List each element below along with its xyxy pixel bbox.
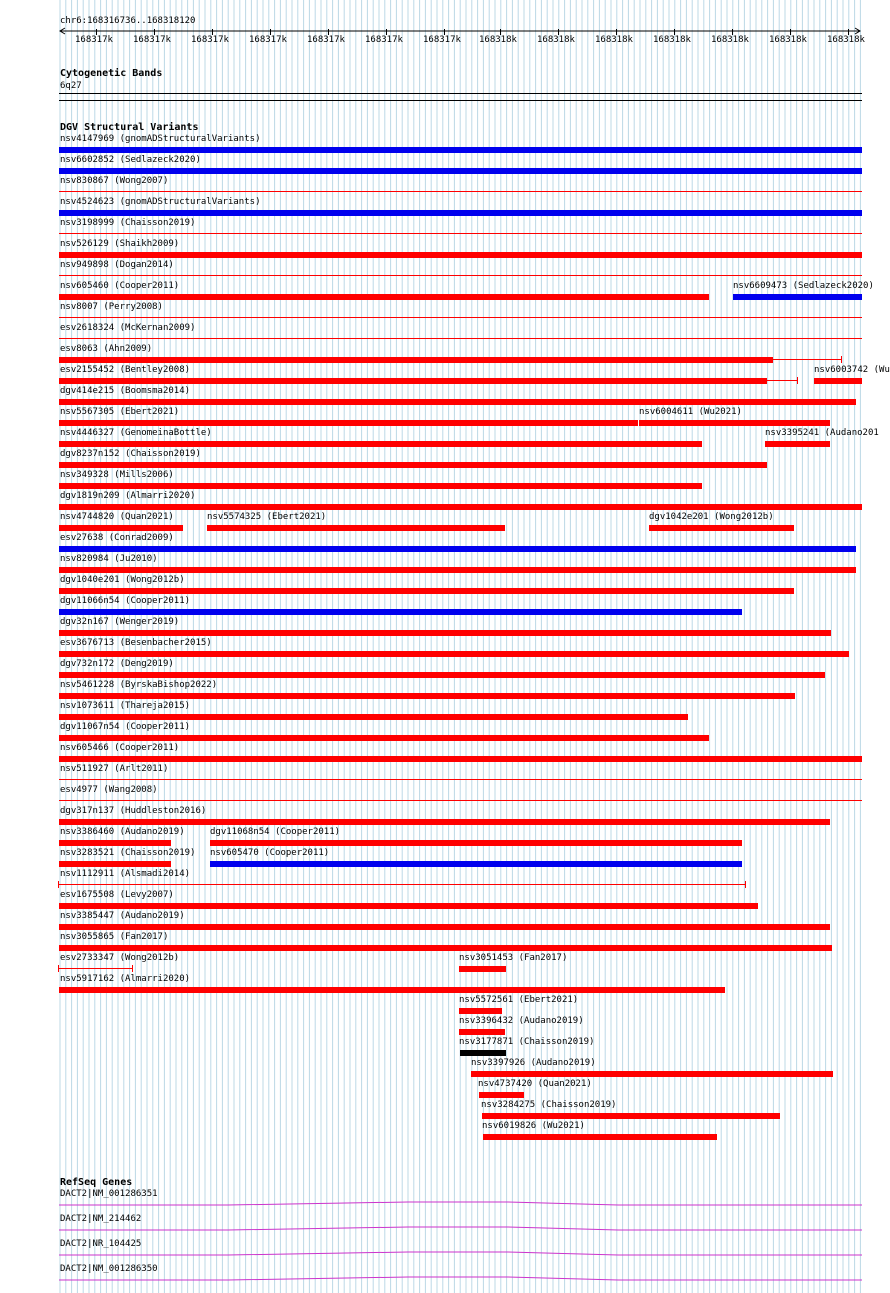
dgv-feature-bar[interactable] [59, 693, 795, 699]
dgv-feature-bar[interactable] [59, 525, 183, 531]
dgv-feature-bar[interactable] [59, 945, 832, 951]
dgv-feature-line[interactable] [773, 359, 841, 360]
dgv-feature-label[interactable]: nsv605470 (Cooper2011) [210, 848, 330, 858]
dgv-feature-label[interactable]: nsv1073611 (Thareja2015) [60, 701, 191, 711]
dgv-feature-bar[interactable] [59, 252, 862, 258]
dgv-feature-bar[interactable] [479, 1092, 524, 1098]
dgv-feature-label[interactable]: dgv1040e201 (Wong2012b) [60, 575, 185, 585]
ruler-tick-label: 168317k [307, 35, 345, 45]
dgv-track-title: DGV Structural Variants [60, 122, 199, 133]
dgv-feature-line[interactable] [59, 968, 133, 969]
dgv-feature-label[interactable]: dgv8237n152 (Chaisson2019) [60, 449, 201, 459]
dgv-feature-label[interactable]: nsv3284275 (Chaisson2019) [481, 1100, 617, 1110]
dgv-feature-line-cap [797, 377, 798, 384]
dgv-feature-label[interactable]: nsv526129 (Shaikh2009) [60, 239, 180, 249]
ruler-tick-label: 168318k [711, 35, 749, 45]
refseq-gene-model[interactable] [58, 1249, 864, 1257]
dgv-feature-label[interactable]: nsv830867 (Wong2007) [60, 176, 169, 186]
refseq-gene-model[interactable] [58, 1224, 864, 1232]
dgv-feature-label[interactable]: nsv605460 (Cooper2011) [60, 281, 180, 291]
dgv-feature-label[interactable]: nsv3283521 (Chaisson2019) [60, 848, 196, 858]
dgv-feature-label[interactable]: dgv11067n54 (Cooper2011) [60, 722, 191, 732]
ruler-tick-label: 168318k [479, 35, 517, 45]
dgv-feature-label[interactable]: esv4977 (Wang2008) [60, 785, 158, 795]
dgv-feature-bar[interactable] [59, 210, 862, 216]
dgv-feature-label[interactable]: nsv511927 (Arlt2011) [60, 764, 169, 774]
dgv-feature-bar[interactable] [765, 441, 830, 447]
dgv-feature-label[interactable]: nsv3396432 (Audano2019) [459, 1016, 584, 1026]
dgv-feature-bar[interactable] [59, 588, 794, 594]
dgv-feature-label[interactable]: esv2618324 (McKernan2009) [60, 323, 196, 333]
cytoband-line [59, 93, 862, 94]
ruler-tick-label: 168317k [423, 35, 461, 45]
cytoband-track-title: Cytogenetic Bands [60, 68, 163, 79]
dgv-feature-bar[interactable] [733, 294, 862, 300]
dgv-feature-label[interactable]: nsv6019826 (Wu2021) [482, 1121, 585, 1131]
dgv-feature-line[interactable] [59, 779, 862, 780]
dgv-feature-label[interactable]: nsv3386460 (Audano2019) [60, 827, 185, 837]
dgv-feature-bar[interactable] [471, 1071, 833, 1077]
dgv-feature-label[interactable]: nsv605466 (Cooper2011) [60, 743, 180, 753]
dgv-feature-line-cap [841, 356, 842, 363]
dgv-feature-bar[interactable] [59, 483, 702, 489]
dgv-feature-label[interactable]: dgv1819n209 (Almarri2020) [60, 491, 196, 501]
refseq-gene-label[interactable]: DACT2|NM_001286350 [60, 1264, 158, 1274]
dgv-feature-label[interactable]: nsv1112911 (Alsmadi2014) [60, 869, 191, 879]
dgv-feature-label[interactable]: esv1675508 (Levy2007) [60, 890, 174, 900]
dgv-feature-bar[interactable] [59, 147, 862, 153]
dgv-feature-label[interactable]: nsv5572561 (Ebert2021) [459, 995, 579, 1005]
refseq-gene-label[interactable]: DACT2|NM_001286351 [60, 1189, 158, 1199]
dgv-feature-bar[interactable] [59, 840, 171, 846]
dgv-feature-bar[interactable] [210, 861, 742, 867]
dgv-feature-bar[interactable] [59, 462, 767, 468]
refseq-gene-label[interactable]: DACT2|NR_104425 [60, 1239, 142, 1249]
dgv-feature-bar[interactable] [59, 756, 862, 762]
dgv-feature-label[interactable]: nsv349328 (Mills2006) [60, 470, 174, 480]
dgv-feature-label[interactable]: nsv4744820 (Quan2021) [60, 512, 174, 522]
dgv-feature-label[interactable]: nsv5574325 (Ebert2021) [207, 512, 327, 522]
dgv-feature-bar[interactable] [482, 1113, 780, 1119]
dgv-feature-line-cap [132, 965, 133, 972]
ruler-tick-label: 168317k [365, 35, 403, 45]
dgv-feature-bar[interactable] [59, 546, 856, 552]
dgv-feature-label[interactable]: nsv4524623 (gnomADStructuralVariants) [60, 197, 261, 207]
dgv-feature-label[interactable]: nsv949898 (Dogan2014) [60, 260, 174, 270]
dgv-feature-line[interactable] [59, 317, 862, 318]
dgv-feature-line-cap [745, 881, 746, 888]
dgv-feature-bar[interactable] [59, 924, 830, 930]
dgv-feature-label[interactable]: dgv1042e201 (Wong2012b) [649, 512, 774, 522]
track-separator [59, 100, 862, 101]
dgv-feature-label[interactable]: nsv6003742 (Wu [814, 365, 890, 375]
cytoband-label: 6q27 [60, 81, 82, 91]
dgv-feature-bar[interactable] [59, 630, 831, 636]
dgv-feature-bar[interactable] [59, 420, 638, 426]
dgv-feature-bar[interactable] [210, 840, 742, 846]
dgv-feature-bar[interactable] [459, 966, 506, 972]
dgv-feature-bar[interactable] [59, 357, 773, 363]
dgv-feature-bar[interactable] [814, 378, 862, 384]
dgv-feature-bar[interactable] [59, 567, 856, 573]
dgv-feature-label[interactable]: nsv3055865 (Fan2017) [60, 932, 169, 942]
dgv-feature-label[interactable]: nsv3395241 (Audano201 [765, 428, 879, 438]
dgv-feature-label[interactable]: nsv3177871 (Chaisson2019) [459, 1037, 595, 1047]
dgv-feature-label[interactable]: dgv32n167 (Wenger2019) [60, 617, 180, 627]
dgv-feature-bar[interactable] [59, 378, 767, 384]
dgv-feature-bar[interactable] [59, 168, 862, 174]
dgv-feature-label[interactable]: nsv3051453 (Fan2017) [459, 953, 568, 963]
dgv-feature-line-cap [58, 881, 59, 888]
dgv-feature-label[interactable]: esv3676713 (Besenbacher2015) [60, 638, 212, 648]
dgv-feature-label[interactable]: nsv6609473 (Sedlazeck2020) [733, 281, 874, 291]
dgv-feature-label[interactable]: dgv732n172 (Deng2019) [60, 659, 174, 669]
refseq-gene-model[interactable] [58, 1199, 864, 1207]
ruler-tick-label: 168317k [249, 35, 287, 45]
dgv-feature-label[interactable]: dgv11066n54 (Cooper2011) [60, 596, 191, 606]
locus-label: chr6:168316736..168318120 [60, 16, 196, 26]
dgv-feature-line[interactable] [59, 338, 862, 339]
dgv-feature-label[interactable]: nsv8007 (Perry2008) [60, 302, 163, 312]
dgv-feature-line[interactable] [59, 800, 862, 801]
dgv-feature-label[interactable]: esv2155452 (Bentley2008) [60, 365, 191, 375]
dgv-feature-bar[interactable] [460, 1050, 506, 1056]
dgv-feature-bar[interactable] [59, 399, 856, 405]
dgv-feature-label[interactable]: esv2733347 (Wong2012b) [60, 953, 180, 963]
dgv-feature-bar[interactable] [59, 441, 702, 447]
dgv-feature-bar[interactable] [59, 735, 709, 741]
dgv-feature-line[interactable] [59, 191, 862, 192]
dgv-feature-label[interactable]: nsv4147969 (gnomADStructuralVariants) [60, 134, 261, 144]
dgv-feature-label[interactable]: nsv6602852 (Sedlazeck2020) [60, 155, 201, 165]
dgv-feature-line[interactable] [767, 380, 797, 381]
ruler-tick-label: 168318k [595, 35, 633, 45]
dgv-feature-bar[interactable] [59, 819, 830, 825]
ruler-tick-label: 168317k [191, 35, 229, 45]
dgv-feature-bar[interactable] [59, 651, 849, 657]
refseq-track-title: RefSeq Genes [60, 1177, 133, 1188]
dgv-feature-bar[interactable] [59, 672, 825, 678]
dgv-feature-label[interactable]: esv8063 (Ahn2009) [60, 344, 153, 354]
dgv-feature-bar[interactable] [459, 1008, 502, 1014]
dgv-feature-label[interactable]: esv27638 (Conrad2009) [60, 533, 174, 543]
dgv-feature-bar[interactable] [639, 420, 830, 426]
dgv-feature-label[interactable]: nsv3397926 (Audano2019) [471, 1058, 596, 1068]
dgv-feature-label[interactable]: nsv6004611 (Wu2021) [639, 407, 742, 417]
ruler-tick-label: 168318k [827, 35, 865, 45]
dgv-feature-bar[interactable] [59, 714, 688, 720]
dgv-feature-bar[interactable] [59, 294, 709, 300]
ruler-tick-label: 168317k [133, 35, 171, 45]
dgv-feature-label[interactable]: nsv5567305 (Ebert2021) [60, 407, 180, 417]
dgv-feature-bar[interactable] [59, 504, 862, 510]
dgv-feature-bar[interactable] [459, 1029, 505, 1035]
dgv-feature-bar[interactable] [59, 987, 725, 993]
ruler-tick-label: 168318k [769, 35, 807, 45]
dgv-feature-bar[interactable] [649, 525, 794, 531]
dgv-feature-label[interactable]: dgv414e215 (Boomsma2014) [60, 386, 191, 396]
refseq-gene-model[interactable] [58, 1274, 864, 1282]
dgv-feature-label[interactable]: dgv317n137 (Huddleston2016) [60, 806, 207, 816]
dgv-feature-label[interactable]: nsv820984 (Ju2010) [60, 554, 158, 564]
dgv-feature-bar[interactable] [483, 1134, 717, 1140]
dgv-feature-label[interactable]: nsv5461228 (ByrskaBishop2022) [60, 680, 218, 690]
dgv-feature-label[interactable]: nsv3385447 (Audano2019) [60, 911, 185, 921]
ruler-tick-label: 168317k [75, 35, 113, 45]
dgv-feature-line[interactable] [59, 275, 862, 276]
dgv-feature-line[interactable] [59, 884, 746, 885]
dgv-feature-bar[interactable] [59, 861, 171, 867]
ruler-tick-label: 168318k [653, 35, 691, 45]
dgv-feature-bar[interactable] [59, 609, 742, 615]
dgv-feature-label[interactable]: nsv5917162 (Almarri2020) [60, 974, 191, 984]
ruler-tick-label: 168318k [537, 35, 575, 45]
dgv-feature-label[interactable]: dgv11068n54 (Cooper2011) [210, 827, 341, 837]
dgv-feature-line-cap [58, 965, 59, 972]
dgv-feature-bar[interactable] [207, 525, 505, 531]
dgv-feature-label[interactable]: nsv4446327 (GenomeinaBottle) [60, 428, 212, 438]
refseq-gene-label[interactable]: DACT2|NM_214462 [60, 1214, 142, 1224]
dgv-feature-bar[interactable] [59, 903, 758, 909]
dgv-feature-line[interactable] [59, 233, 862, 234]
dgv-feature-label[interactable]: nsv3198999 (Chaisson2019) [60, 218, 196, 228]
dgv-feature-label[interactable]: nsv4737420 (Quan2021) [478, 1079, 592, 1089]
